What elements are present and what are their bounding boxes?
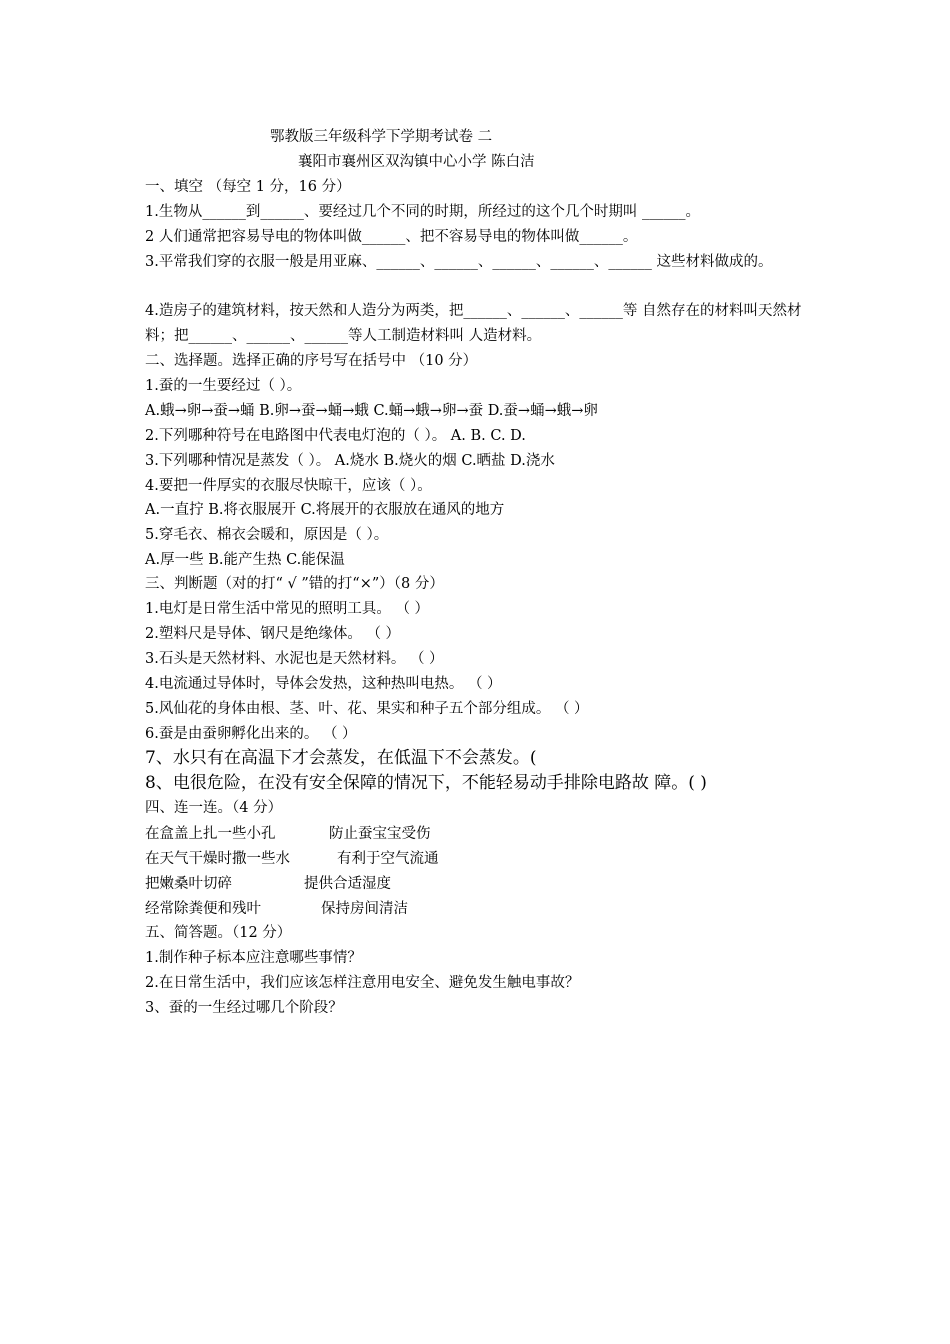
choice-question-5-options: A.厚一些 B.能产生热 C.能保温 bbox=[145, 552, 345, 568]
judge-question-7: 7、水只有在高温下才会蒸发，在低温下不会蒸发。( bbox=[145, 748, 537, 768]
match-left-item: 把嫩桑叶切碎 bbox=[145, 876, 232, 892]
fill-question-3: 3.平常我们穿的衣服一般是用亚麻、______、______、______、______、______ 这些材料做成的。 bbox=[145, 254, 773, 270]
section4-heading: 四、连一连。（4 分） bbox=[145, 800, 283, 816]
choice-question-4: 4.要把一件厚实的衣服尽快晾干，应该（ ）。 bbox=[145, 478, 432, 494]
school-author: 襄阳市襄州区双沟镇中心小学 陈白洁 bbox=[298, 154, 535, 170]
choice-question-4-options: A.一直拧 B.将衣服展开 C.将展开的衣服放在通风的地方 bbox=[145, 502, 505, 518]
short-answer-question-1: 1.制作种子标本应注意哪些事情？ bbox=[145, 950, 362, 966]
judge-question-5: 5.风仙花的身体由根、茎、叶、花、果实和种子五个部分组成。 （ ） bbox=[145, 701, 589, 717]
choice-question-5: 5.穿毛衣、棉衣会暖和，原因是（ ）。 bbox=[145, 527, 389, 543]
short-answer-question-3: 3、蚕的一生经过哪几个阶段？ bbox=[145, 1000, 343, 1016]
match-right-item: 保持房间清洁 bbox=[321, 901, 408, 917]
fill-question-2: 2 人们通常把容易导电的物体叫做______、把不容易导电的物体叫做______。 bbox=[145, 229, 638, 245]
judge-question-8: 8、电很危险，在没有安全保障的情况下，不能轻易动手排除电路故 障。( ) bbox=[145, 773, 707, 793]
section1-heading: 一、填空 （每空 1 分，16 分） bbox=[145, 179, 351, 195]
choice-question-2: 2.下列哪种符号在电路图中代表电灯泡的（ ）。 A. B. C. D. bbox=[145, 428, 526, 444]
judge-question-6: 6.蚕是由蚕卵孵化出来的。 （ ） bbox=[145, 726, 357, 742]
judge-question-1: 1.电灯是日常生活中常见的照明工具。 （ ） bbox=[145, 601, 430, 617]
section3-heading: 三、判断题（对的打“ √ ”错的打“×”）（8 分） bbox=[145, 576, 444, 592]
match-row bbox=[145, 849, 815, 869]
section5-heading: 五、简答题。（12 分） bbox=[145, 925, 292, 941]
short-answer-question-2: 2.在日常生活中，我们应该怎样注意用电安全、避免发生触电事故？ bbox=[145, 975, 580, 991]
exam-title: 鄂教版三年级科学下学期考试卷 二 bbox=[270, 129, 493, 145]
match-row bbox=[145, 874, 815, 894]
match-left-item: 在天气干燥时撒一些水 bbox=[145, 851, 290, 867]
match-right-item: 有利于空气流通 bbox=[337, 851, 439, 867]
match-right-item: 防止蚕宝宝受伤 bbox=[329, 826, 431, 842]
match-row bbox=[145, 824, 815, 844]
match-right-item: 提供合适湿度 bbox=[304, 876, 391, 892]
judge-question-4: 4.电流通过导体时，导体会发热，这种热叫电热。 （ ） bbox=[145, 676, 502, 692]
match-row bbox=[145, 899, 815, 919]
match-left-item: 在盒盖上扎一些小孔 bbox=[145, 826, 276, 842]
section2-heading: 二、选择题。选择正确的序号写在括号中 （10 分） bbox=[145, 353, 478, 369]
choice-question-1-options: A.蛾→卵→蚕→蛹 B.卵→蚕→蛹→蛾 C.蛹→蛾→卵→蚕 D.蚕→蛹→蛾→卵 bbox=[145, 403, 598, 419]
choice-question-3: 3.下列哪种情况是蒸发（ ）。 A.烧水 B.烧火的烟 C.晒盐 D.浇水 bbox=[145, 453, 555, 469]
judge-question-2: 2.塑料尺是导体、钢尺是绝缘体。 （ ） bbox=[145, 626, 401, 642]
fill-question-1: 1.生物从______到______、要经过几个不同的时期，所经过的这个几个时期叫 ______。 bbox=[145, 204, 700, 220]
judge-question-3: 3.石头是天然材料、水泥也是天然材料。 （ ） bbox=[145, 651, 444, 667]
match-left-item: 经常除粪便和残叶 bbox=[145, 901, 261, 917]
fill-question-4: 4.造房子的建筑材料，按天然和人造分为两类，把______、______、______等 自然存在的材料叫天然材料；把______、______、______等人工制造材料叫 人造材料。 bbox=[145, 303, 802, 344]
choice-question-1: 1.蚕的一生要经过（ ）。 bbox=[145, 378, 302, 394]
